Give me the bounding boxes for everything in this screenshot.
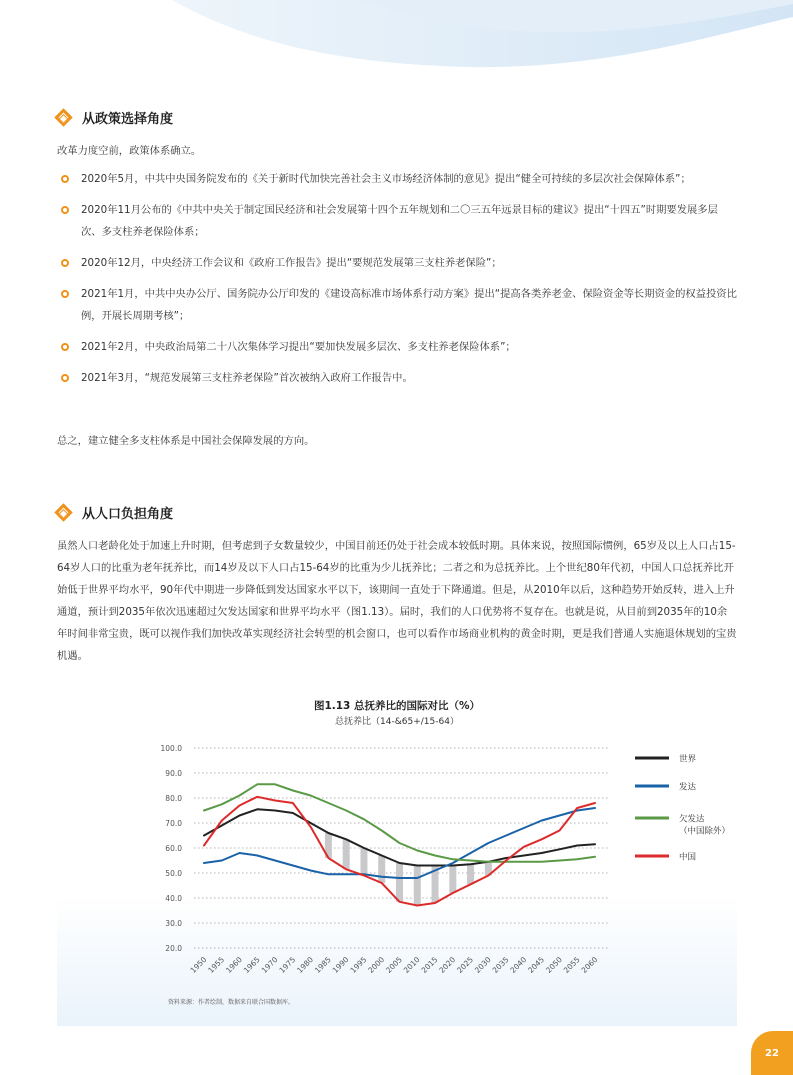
x-tick-label: 2000 (366, 955, 387, 975)
y-tick-label: 60.0 (165, 844, 182, 853)
section-title: 从人口负担角度 (82, 507, 174, 522)
y-tick-label: 100.0 (160, 744, 182, 753)
y-tick-label: 40.0 (165, 894, 182, 903)
list-item: 2021年1月，中共中央办公厅、国务院办公厅印发的《建设高标准市场体系行动方案》提出“提高各类养老金、保险资金等长期资金的权益投资比例，开展长周期考核”； (57, 283, 737, 327)
gap-bar (449, 866, 456, 894)
circle-bullet-icon (61, 374, 69, 382)
legend-label: 欠发达 (679, 814, 705, 825)
x-tick-label: 2005 (384, 955, 404, 975)
x-tick-label: 2055 (561, 955, 582, 975)
circle-bullet-icon (61, 206, 69, 214)
gap-bar (360, 848, 367, 876)
gap-bar (343, 839, 350, 869)
x-tick-label: 1970 (259, 955, 280, 975)
circle-bullet-icon (61, 290, 69, 298)
section-conclusion: 总之，建立健全多支柱体系是中国社会保障发展的方向。 (57, 435, 315, 447)
x-tick-label: 1995 (348, 955, 369, 975)
chart-title: 图1.13 总抚养比的国际对比（%） (313, 700, 481, 712)
x-tick-label: 2050 (544, 955, 564, 975)
section-heading-population (57, 503, 173, 522)
y-tick-label: 20.0 (165, 944, 182, 953)
diamond-bullet-icon (54, 503, 72, 521)
page-number: 22 (751, 1031, 793, 1075)
x-tick-label: 2040 (508, 955, 529, 975)
x-tick-label: 2020 (437, 955, 458, 975)
legend-label: 中国 (679, 852, 697, 863)
x-tick-label: 1990 (330, 955, 351, 975)
circle-bullet-icon (61, 259, 69, 267)
y-tick-label: 90.0 (165, 769, 182, 778)
list-item: 2020年5月，中共中央国务院发布的《关于新时代加快完善社会主义市场经济体制的意见》提出“健全可持续的多层次社会保障体系”； (57, 168, 737, 190)
circle-bullet-icon (61, 175, 69, 183)
list-item: 2021年2月，中央政治局第二十八次集体学习提出“要加快发展多层次、多支柱养老保险体系”； (57, 336, 737, 358)
section-title: 从政策选择角度 (82, 112, 174, 127)
x-tick-label: 1960 (224, 955, 244, 975)
diamond-bullet-icon (54, 108, 72, 126)
list-item: 2021年3月，“规范发展第三支柱养老保险”首次被纳入政府工作报告中。 (57, 367, 737, 389)
gap-bar (378, 856, 385, 884)
body-paragraph: 虽然人口老龄化处于加速上升时期，但考虑到子女数量较少，中国目前还仍处于社会成本较低时期。具体来说，按照国际惯例，65岁及以上人口占15-64岁人口的比重为老年抚养比，而14岁及以下人口占15-64岁的比重为少儿抚养比；二者之和为总抚养比。上个世纪80年代初，中国人口总抚养比开始低于世界平均水平，90年代中期进一步降低到发达国家水平以下，该期间一直处于下降通道。但是，从2010年以后，这种趋势开始反转，进入上升通道，预计到2035年依次迅速超过欠发达国家和世界平均水平（图1.13）。届时，我们的人口优势将不复存在。也就是说，从目前到2035年的10余年时间非常宝贵，既可以视作我们加快改革实现经济社会转型的机会窗口，也可以看作市场商业机构的黄金时期，更是我们普通人实施退休规划的宝贵机遇。 (57, 540, 737, 662)
dependency-ratio-chart (57, 700, 737, 1026)
list-item: 2020年12月，中央经济工作会议和《政府工作报告》提出“要规范发展第三支柱养老保险”； (57, 252, 737, 274)
legend-label: 世界 (679, 754, 697, 765)
x-tick-label: 1985 (312, 955, 333, 975)
chart-source-note: 资料来源：作者绘制，数据来自联合国数据库。 (168, 999, 295, 1006)
gap-bar (396, 863, 403, 902)
x-tick-label: 2025 (455, 955, 476, 975)
legend-label: （中国除外） (679, 826, 731, 837)
x-tick-label: 2015 (419, 955, 440, 975)
x-tick-label: 1980 (295, 955, 316, 975)
chart-subtitle: 总抚养比（14-&65+/15-64） (335, 717, 459, 727)
y-tick-label: 70.0 (165, 819, 182, 828)
x-tick-label: 2045 (526, 955, 547, 975)
gap-bar (467, 864, 474, 884)
x-tick-label: 2035 (490, 955, 511, 975)
list-item: 2020年11月公布的《中共中央关于制定国民经济和社会发展第十四个五年规划和二〇三五年远景目标的建议》提出“十四五”时期要发展多层次、多支柱养老保险体系； (57, 199, 737, 243)
y-tick-label: 30.0 (165, 919, 182, 928)
policy-list (57, 168, 737, 398)
x-tick-label: 1965 (241, 955, 262, 975)
section-heading-policy (57, 108, 173, 127)
gap-bar (414, 866, 421, 906)
top-wave-decoration (0, 0, 793, 100)
y-tick-label: 50.0 (165, 869, 182, 878)
x-tick-label: 2010 (401, 955, 422, 975)
x-tick-label: 1950 (188, 955, 209, 975)
circle-bullet-icon (61, 343, 69, 351)
x-tick-label: 1955 (206, 955, 227, 975)
x-tick-label: 1975 (277, 955, 298, 975)
section-intro: 改革力度空前，政策体系确立。 (57, 145, 202, 157)
x-tick-label: 2030 (472, 955, 493, 975)
chart-container (57, 700, 737, 1026)
x-tick-label: 2060 (579, 955, 600, 975)
legend-label: 发达 (679, 782, 697, 793)
y-tick-label: 80.0 (165, 794, 182, 803)
